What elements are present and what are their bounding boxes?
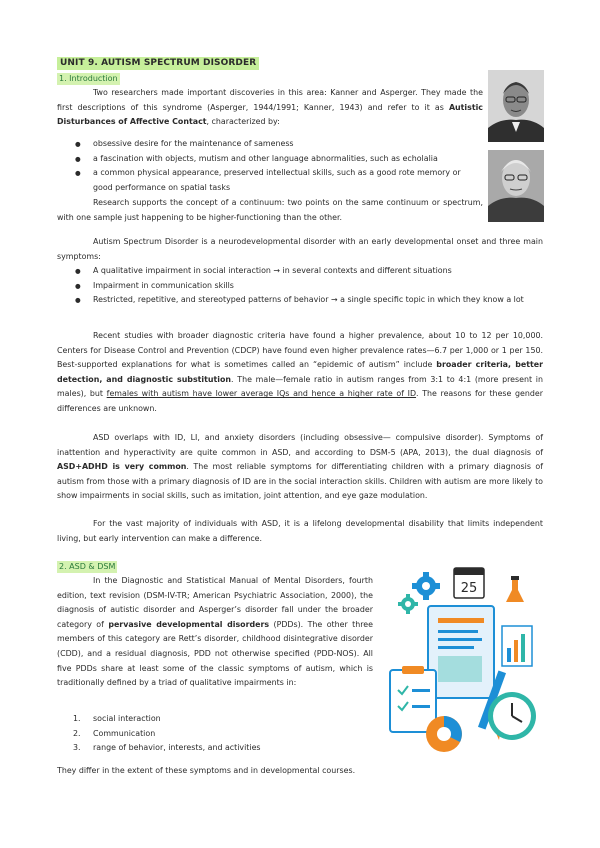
list-item: ● Restricted, repetitive, and stereotyped patterns of behavior → a single specific topic in which they know a lot [73,293,543,308]
list-item: 1. social interaction [73,714,161,723]
list-item: 3. range of behavior, interests, and activities [73,743,261,753]
pie-chart-icon [426,716,462,752]
characteristics-list [73,137,481,195]
list-item: ● a fascination with objects, mutism and other language abnormalities, such as echolalia [73,152,481,167]
list-item: ● Impairment in communication skills [73,279,543,294]
list-item: ● obsessive desire for the maintenance of sameness [73,137,481,152]
main-symptoms-list [73,264,543,308]
impairments-triad-list [73,712,373,756]
calendar-day: 25 [460,581,478,596]
section-heading-asd-dsm: 2. ASD & DSM [59,562,116,571]
prevalence-paragraph: Recent studies with broader diagnostic criteria have found a higher prevalence, about 10 to 12 per 10,000. Centers for Disease Control and Prevention (CDCP) have found even higher prevalence rates—6.7 per 1,000 or 1 per 150. Best-supported explanations for what is sometimes called an “epidemic of autism” include broader criteria, better detection, and diagnostic substitution. The male—female ratio in autism ranges from 3:1 to 4:1 (more present in males), but females with autism have lower average IQs and hence a higher rate of ID. The reasons for these gender differences are unknown. [57,331,544,413]
list-item: ● A qualitative impairment in social interaction → in several contexts and different situations [73,264,543,279]
dsm-paragraph: In the Diagnostic and Statistical Manual of Mental Disorders, fourth edition, text revision (DSM-IV-TR; American Psychiatric Association, 2000), the diagnosis of autistic disorder and Asperger’s disorder fall under the broader category of pervasive developmental disorders (PDDs). The other three members of this category are Rett’s disorder, childhood disintegrative disorder (CDD), and a residual diagnosis, PDD not otherwise specified (PDD-NOS). All five PDDs share at least some of the classic symptoms of autism, which is traditionally defined by a triad of qualitative impairments in: [57,576,374,688]
page-title: UNIT 9. AUTISM SPECTRUM DISORDER [57,57,259,70]
calendar-icon [454,568,484,598]
list-item: 2. Communication [73,728,156,738]
differences-paragraph: They differ in the extent of these symptoms and in developmental courses. [57,766,356,775]
asd-definition-paragraph: Autism Spectrum Disorder is a neurodevelopmental disorder with an early developmental onset and three main symptoms: [57,237,543,261]
asperger-photo [488,150,544,222]
clipboard-icon [390,666,436,732]
lifelong-paragraph: For the vast majority of individuals with ASD, it is a lifelong developmental disability that limits independent living, but early intervention can make a difference. [57,519,543,543]
gear-icon [398,594,418,614]
section-heading-introduction: 1. Introduction [59,74,118,83]
gear-icon [412,572,440,600]
intro-paragraph-1: Two researchers made important discoveries in this area: Kanner and Asperger. They made the first descriptions of this syndrome (Asperger, 1944/1991; Kanner, 1943) and refer to it as Autistic Disturbances of Affective Contact, characterized by: [57,88,483,127]
clock-icon [488,692,536,740]
list-item: ● a common physical appearance, preserved intellectual skills, such as a good rote memory or good performance on spatial tasks [73,166,481,195]
planning-illustration [384,566,544,762]
intro-paragraph-2: Research supports the concept of a continuum: two points on the same continuum or spectrum, with one sample just happening to be higher-functioning than the other. [57,198,483,222]
flask-icon [506,576,524,602]
kanner-photo [488,70,544,142]
comorbidity-paragraph: ASD overlaps with ID, LI, and anxiety disorders (including obsessive— compulsive disorder). Symptoms of inattention and hyperactivity are quite common in ASD, and according to DSM-5 (APA, 2013), the dual diagnosis of ASD+ADHD is very common. The most reliable symptoms for differentiating children with a primary diagnosis of autism from those with a primary diagnosis of ID are in the social interaction skills. Children with autism are more likely to show impairments in social skills, such as imitation, joint attention, and eye gaze modulation. [57,433,544,501]
